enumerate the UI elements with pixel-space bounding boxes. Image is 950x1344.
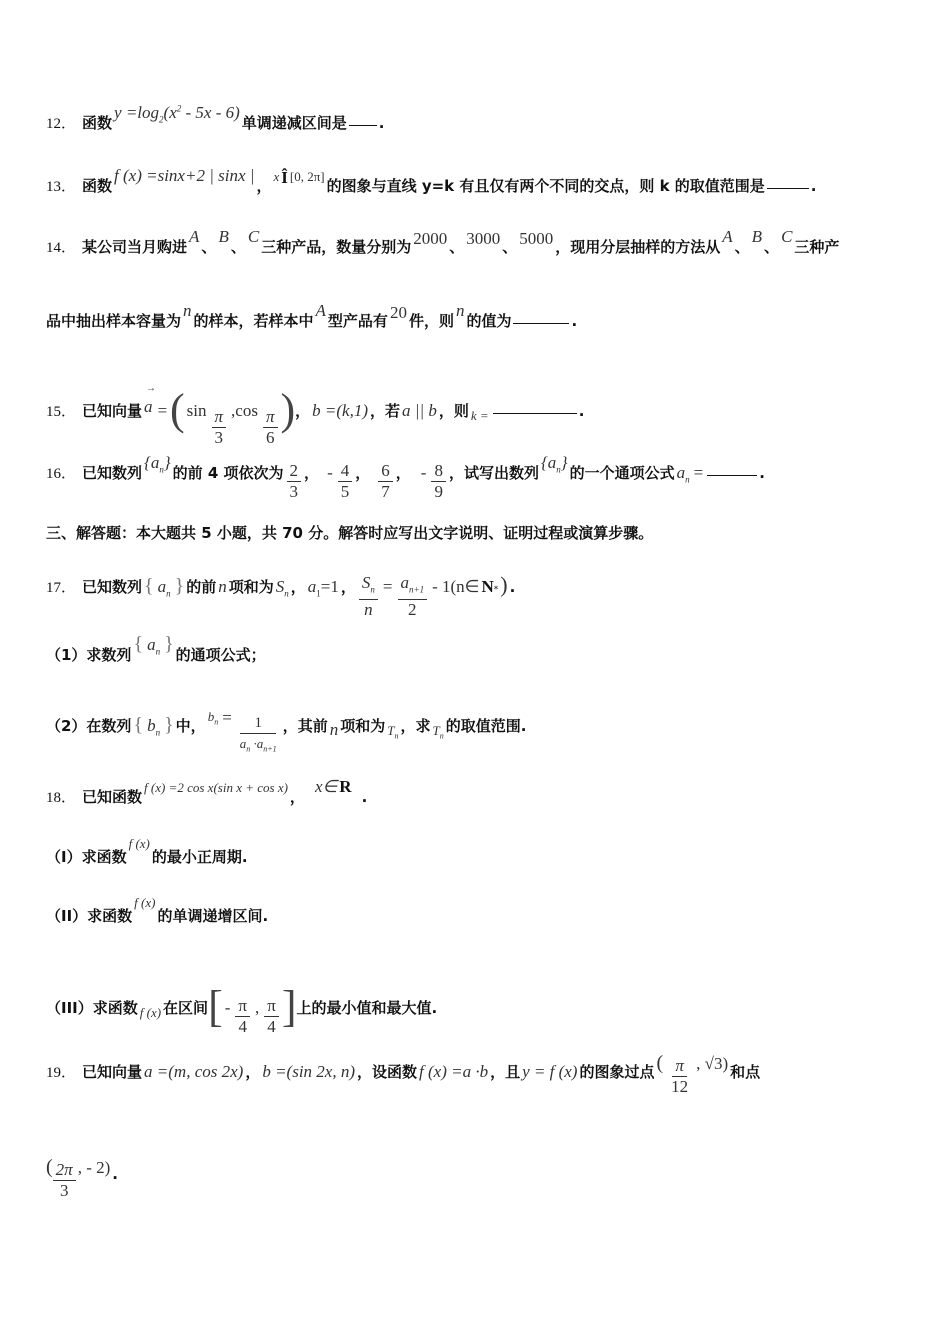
question-text: 上的最小值和最大值.: [296, 999, 438, 1017]
question-18-part-1: （I）求函数 f (x) 的最小正周期.: [46, 836, 248, 866]
vector-b: b =(sin 2x, n): [262, 1062, 356, 1081]
math-expression: y = f (x): [522, 1062, 578, 1081]
question-text: 已知数列: [82, 578, 143, 596]
question-text: ，试写出数列: [448, 464, 539, 482]
question-text: 的最小正周期.: [151, 848, 248, 866]
question-17: 17． 已知数列 { $a_n$ } 的前 n 项和为 $S_n$ ， $a_1=1$ ， $\frac{S_n}{n}$ = $\frac{a_{n+1}}{2}$ - 1(n∈ N $_*$ ) .: [46, 572, 516, 620]
question-14-cont: 品中抽出样本容量为 n 的样本，若样本中 A 型产品有 20 件，则 n 的值为 .: [46, 301, 578, 330]
question-text: 在区间: [163, 999, 209, 1017]
question-number: 14．: [46, 240, 77, 256]
question-number: 18．: [46, 790, 77, 806]
question-text: 的图象过点: [579, 1063, 655, 1081]
question-text: 项和为: [228, 578, 274, 596]
sequence-a: $\{a_n\}$: [144, 453, 171, 475]
question-text: 三种产: [794, 238, 840, 256]
sequence-a: $\{a_n\}$: [540, 453, 568, 475]
parallel-expr: a || b: [402, 401, 437, 420]
question-number: 16．: [46, 466, 77, 482]
fraction: $\frac{\pi}{3}$: [212, 407, 227, 448]
question-text: 项和为: [340, 717, 386, 735]
fraction: $\frac{1}{a_n \cdot a_{n+1}}$: [239, 715, 277, 754]
question-19-cont: ( $\frac{2\pi}{3}$ , - 2) .: [46, 1156, 118, 1200]
answer-blank: [707, 474, 757, 476]
question-text: 的值为: [466, 312, 512, 330]
math-expression: x: [273, 169, 280, 184]
question-text: 品中抽出样本容量为: [46, 312, 182, 330]
belongs-symbol: Î: [281, 168, 288, 187]
question-text: 的一个通项公式: [569, 464, 675, 482]
section-title: 三、解答题：本大题共 5 小题，共 70 分。解答时应写出文字说明、证明过程或演算步骤。: [46, 524, 654, 542]
fraction: $\frac{\pi}{4}$: [264, 996, 279, 1037]
question-text: 某公司当月购进: [82, 238, 188, 256]
question-text: 单调递减区间是: [241, 114, 347, 132]
question-16: 16． 已知数列 $\{a_n\}$ 的前 4 项依次为 $\frac{2}{3}$ ， - $\frac{4}{5}$ ， $\frac{6}{7}$ ， - $\frac{8}{9}$ ，试写出数列 $\{a_n\}$ 的一个通项公式 $a_n$ = .: [46, 453, 765, 501]
fraction: $\frac{a_{n+1}}{2}$: [398, 573, 428, 620]
question-17-part-2: （2）在数列 { $b_n$ } 中， $b_n$ = $\frac{1}{a_n \cdot a_{n+1}}$ ，其前 n 项和为 $T_n$ ，求 $T_n$ 的取值范围.: [46, 714, 910, 764]
fraction: $\frac{\pi}{4}$: [235, 996, 250, 1037]
question-text: 函数: [82, 177, 113, 195]
question-text: ，则: [438, 402, 469, 420]
question-text: 的前: [186, 578, 217, 596]
question-18-part-2: （II）求函数 f (x) 的单调递增区间.: [46, 895, 269, 925]
math-interval: [0, 2π]: [289, 169, 325, 184]
fraction: $\frac{S_n}{n}$: [359, 573, 378, 620]
question-number: 13．: [46, 179, 77, 195]
vector-a: → a: [144, 383, 157, 416]
answer-blank: [349, 124, 377, 126]
fraction: $\frac{\pi}{6}$: [263, 407, 278, 448]
question-text: 的样本，若样本中: [193, 312, 314, 330]
question-text: 型产品有: [327, 312, 388, 330]
vector-b: b =(k,1): [312, 401, 369, 420]
question-text: 的取值范围.: [445, 717, 527, 735]
vector-a: a =(m, cos 2x): [144, 1062, 244, 1081]
question-text: 和点: [730, 1063, 761, 1081]
part-label: （III）求函数: [46, 999, 138, 1017]
fraction: $\frac{\pi}{12}$: [671, 1056, 689, 1096]
math-expression: $y =\log_2(x^2 - 5x - 6)$: [114, 103, 240, 125]
question-text: 中，: [175, 717, 206, 735]
part-label: （I）求函数: [46, 848, 127, 866]
answer-blank: [767, 187, 809, 189]
answer-blank: [513, 322, 569, 324]
question-15: 15． 已知向量 → a = ( sin $\frac{\pi}{3}$ ,cos $\frac{\pi}{6}$ ) ， b =(k,1) ，若 a || b ，则 k = .: [46, 383, 585, 447]
question-17-part-1: （1）求数列 { $a_n$ } 的通项公式；: [46, 633, 266, 664]
question-text: 函数: [82, 114, 113, 132]
question-13: 13． 函数 f (x) =sinx+2 | sinx | ， x Î [0, 2π] 的图象与直线 y=k 有且仅有两个不同的交点，则 k 的取值范围是 .: [46, 166, 817, 195]
question-text: ，若: [370, 402, 401, 420]
part-label: （II）求函数: [46, 907, 133, 925]
math-expression: f (x) =sinx+2 | sinx |: [114, 166, 255, 185]
question-12: 12． 函数 $y =\log_2(x^2 - 5x - 6)$ 单调递减区间是 .: [46, 103, 385, 132]
fraction: $\frac{6}{7}$: [378, 461, 393, 502]
fraction: $\frac{2}{3}$: [287, 461, 302, 502]
question-18: 18． 已知函数 f (x) =2 cos x(sin x + cos x) ， x∈ R .: [46, 777, 368, 806]
question-text: ，设函数: [357, 1063, 418, 1081]
question-text: 已知向量: [82, 402, 143, 420]
question-text: 已知数列: [82, 464, 143, 482]
math-expression: f (x) =2 cos x(sin x + cos x): [144, 780, 288, 795]
question-number: 15．: [46, 404, 77, 420]
question-18-part-3: （III）求函数 f (x) 在区间 [ - $\frac{\pi}{4}$ , $\frac{\pi}{4}$ ] 上的最小值和最大值.: [46, 982, 438, 1036]
answer-blank: [493, 412, 577, 414]
question-text: ，现用分层抽样的方法从: [555, 238, 721, 256]
section-heading: [46, 522, 910, 543]
math-expression: f (x) =a ·b: [419, 1062, 489, 1081]
fraction: $\frac{2\pi}{3}$: [53, 1160, 76, 1201]
question-14: 14． 某公司当月购进 A 、 B 、 C 三种产品，数量分别为 2000 、 3000 、 5000 ，现用分层抽样的方法从 A 、 B 、 C 三种产: [46, 227, 840, 256]
question-text: 已知向量: [82, 1063, 143, 1081]
question-text: 的图象与直线 y=k 有且仅有两个不同的交点，则 k 的取值范围是: [326, 177, 765, 195]
question-text: 件，则: [408, 312, 454, 330]
fraction: $\frac{8}{9}$: [431, 461, 446, 502]
question-text: ，求: [400, 717, 431, 735]
fraction: $\frac{4}{5}$: [338, 461, 353, 502]
question-number: 12．: [46, 116, 77, 132]
question-number: 17．: [46, 580, 77, 596]
question-text: ，且: [490, 1063, 521, 1081]
question-text: 三种产品，数量分别为: [261, 238, 412, 256]
part-label: （2）在数列: [46, 717, 132, 735]
question-19: 19． 已知向量 a =(m, cos 2x) ， b =(sin 2x, n) ，设函数 f (x) =a ·b ，且 y = f (x) 的图象过点 ( $\frac{\pi}{12}$ , √3) 和点: [46, 1052, 761, 1096]
question-text: ，其前: [282, 717, 328, 735]
question-text: 的前 4 项依次为: [172, 464, 284, 482]
question-text: 的单调递增区间.: [157, 907, 269, 925]
part-label: （1）求数列: [46, 646, 132, 664]
question-text: 已知函数: [82, 788, 143, 806]
question-number: 19．: [46, 1065, 77, 1081]
question-text: 的通项公式；: [175, 646, 266, 664]
